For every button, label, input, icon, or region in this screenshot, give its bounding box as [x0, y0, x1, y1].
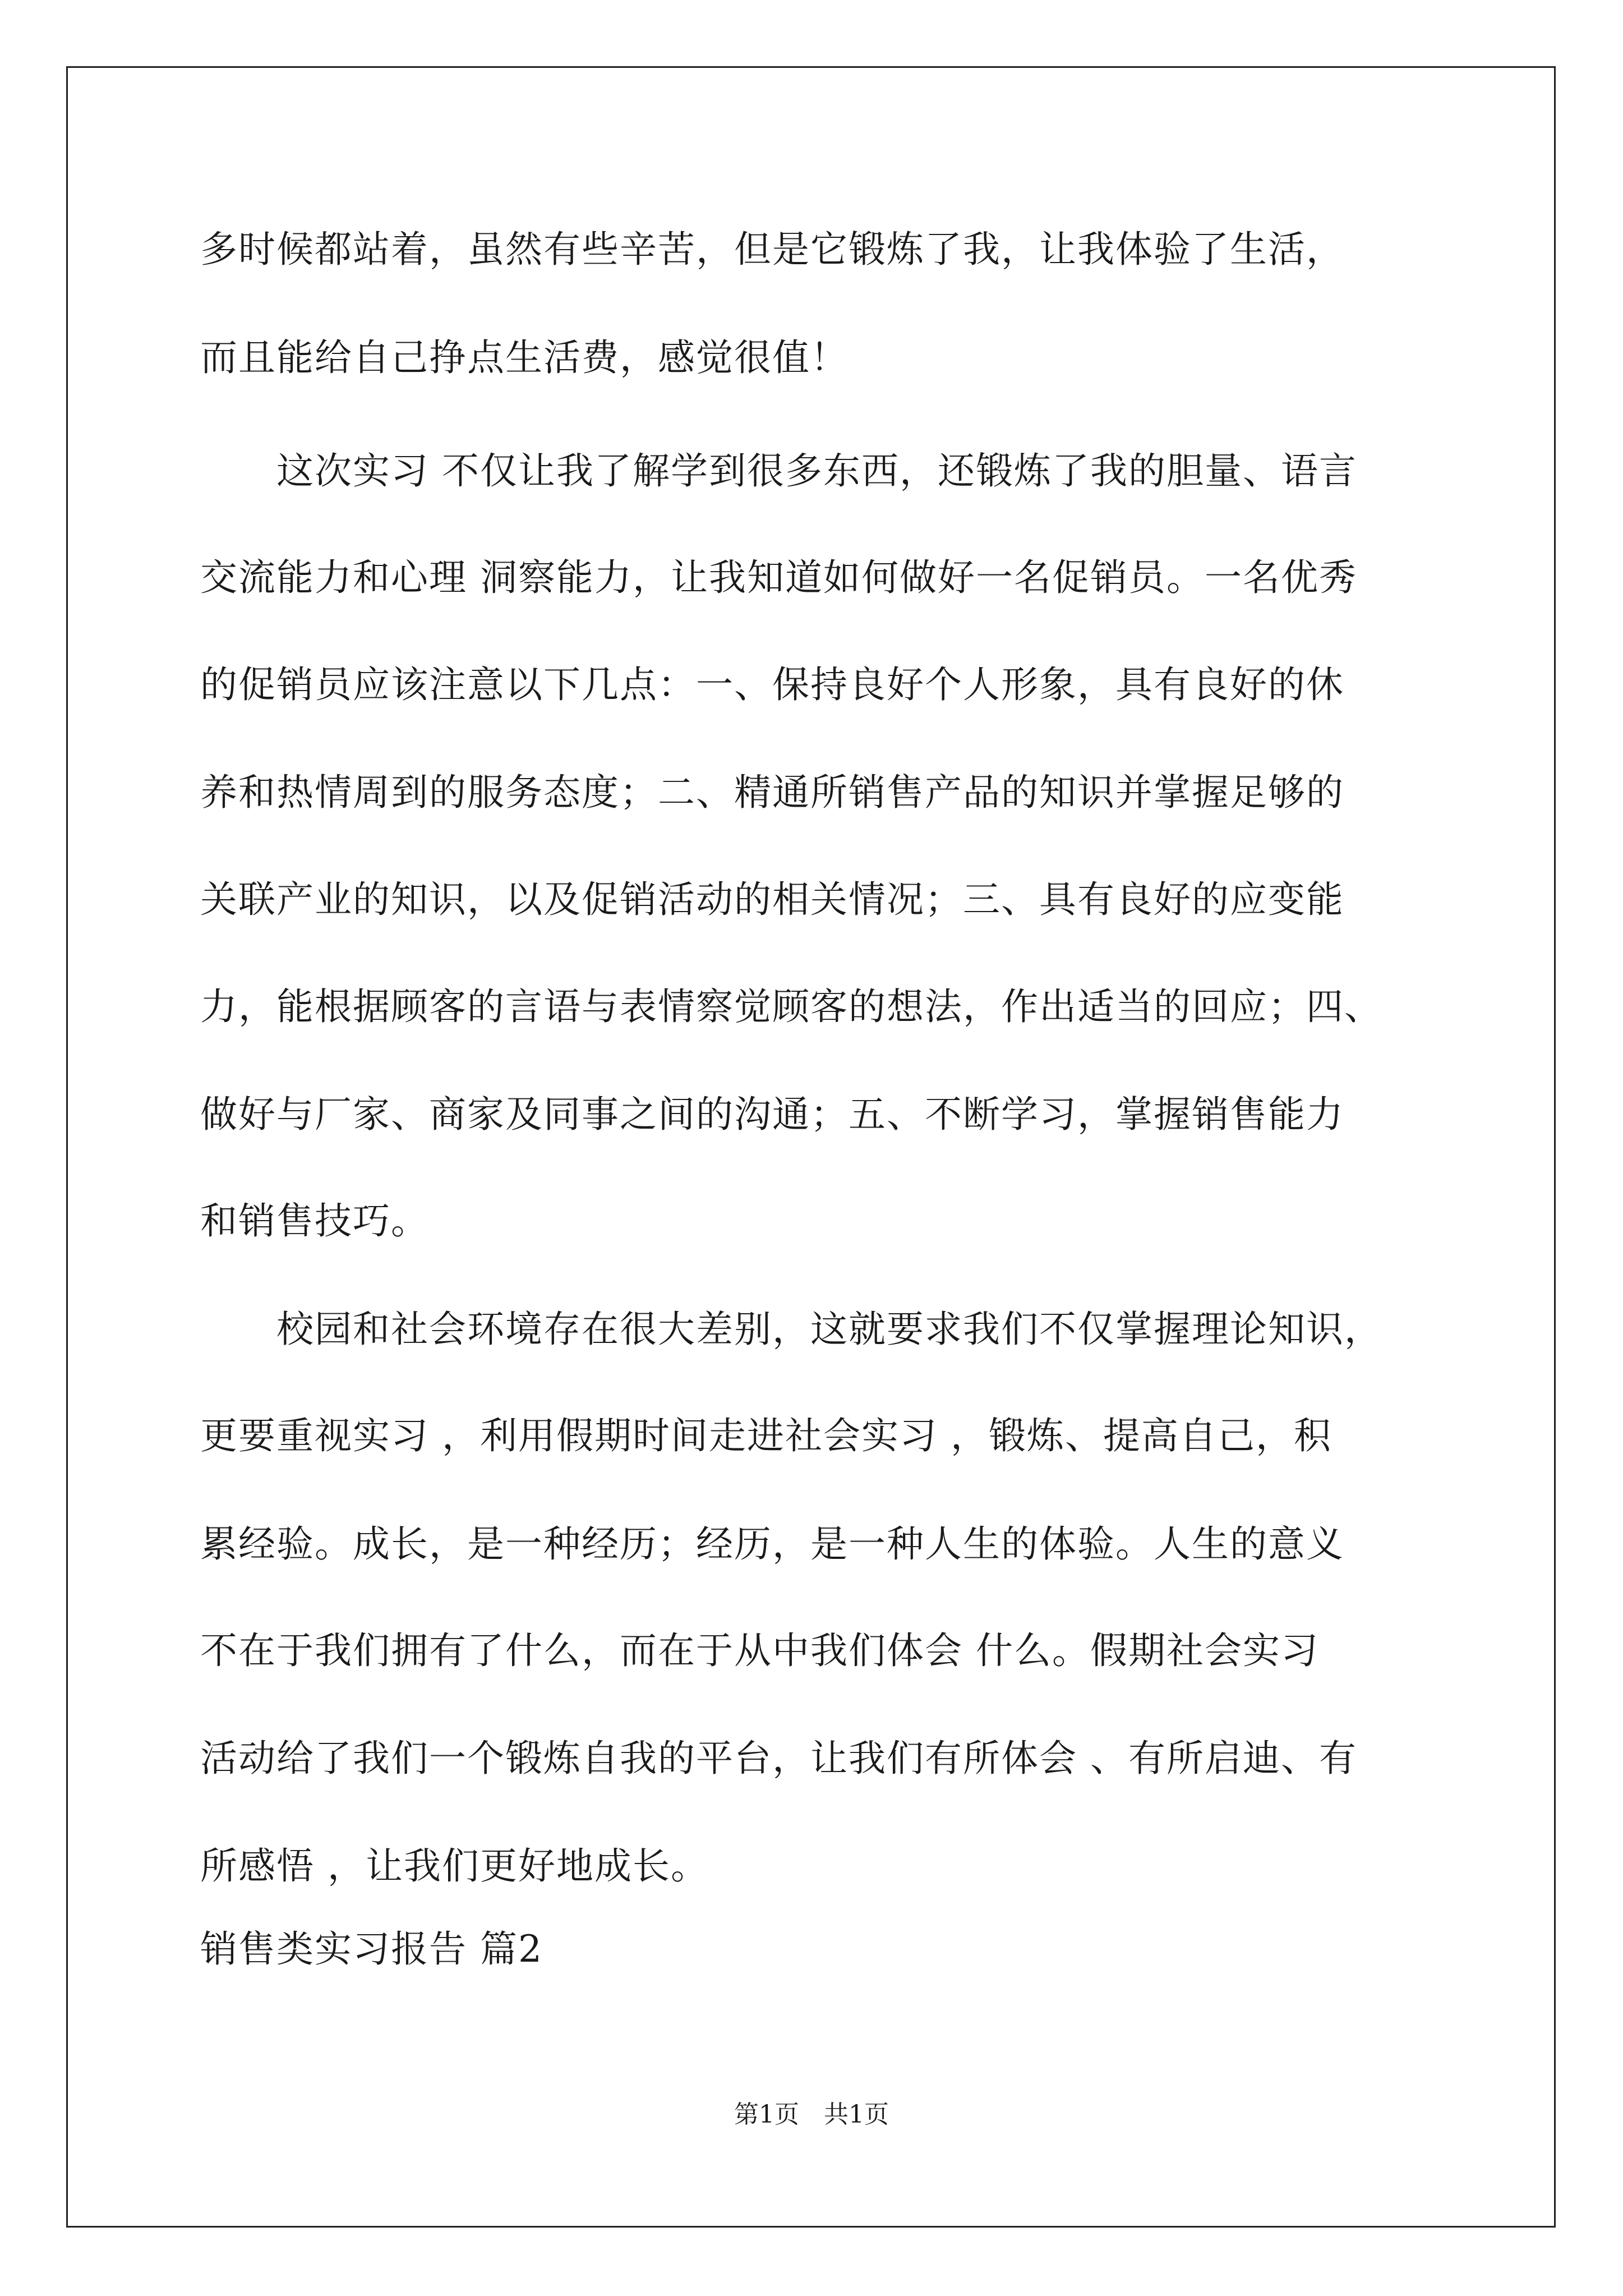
body-line: 养和热情周到的服务态度；二、精通所销售产品的知识并掌握足够的 [200, 771, 1344, 814]
page-number-footer: 第1页 共1页 [734, 2100, 889, 2129]
body-line: 做好与厂家、商家及同事之间的沟通；五、不断学习，掌握销售能力 [200, 1093, 1344, 1136]
body-line: 不在于我们拥有了什么，而在于从中我们体会 什么。假期社会实习 [200, 1629, 1319, 1672]
body-line: 校园和社会环境存在很大差别，这就要求我们不仅掌握理论知识， [200, 1308, 1382, 1351]
body-line: 的促销员应该注意以下几点：一、保持良好个人形象，具有良好的休 [200, 663, 1344, 706]
section-heading: 销售类实习报告 篇2 [200, 1927, 543, 1971]
body-line: 力，能根据顾客的言语与表情察觉顾客的想法，作出适当的回应；四、 [200, 985, 1382, 1028]
body-line: 所感悟 ，让我们更好地成长。 [200, 1844, 709, 1888]
body-line: 而且能给自己挣点生活费，感觉很值！ [200, 336, 849, 379]
body-line: 活动给了我们一个锻炼自我的平台，让我们有所体会 、有所启迪、有 [200, 1737, 1357, 1780]
page-border [66, 66, 1556, 2228]
body-line: 交流能力和心理 洞察能力，让我知道如何做好一名促销员。一名优秀 [200, 556, 1357, 599]
body-line: 和销售技巧。 [200, 1199, 429, 1243]
body-line: 更要重视实习 ，利用假期时间走进社会实习 ，锻炼、提高自己，积 [200, 1414, 1332, 1457]
body-line: 这次实习 不仅让我了解学到很多东西，还锻炼了我的胆量、语言 [200, 449, 1357, 493]
body-line: 关联产业的知识，以及促销活动的相关情况；三、具有良好的应变能 [200, 878, 1344, 921]
body-line: 多时候都站着，虽然有些辛苦，但是它锻炼了我，让我体验了生活， [200, 228, 1344, 271]
body-line: 累经验。成长，是一种经历；经历，是一种人生的体验。人生的意义 [200, 1522, 1344, 1566]
